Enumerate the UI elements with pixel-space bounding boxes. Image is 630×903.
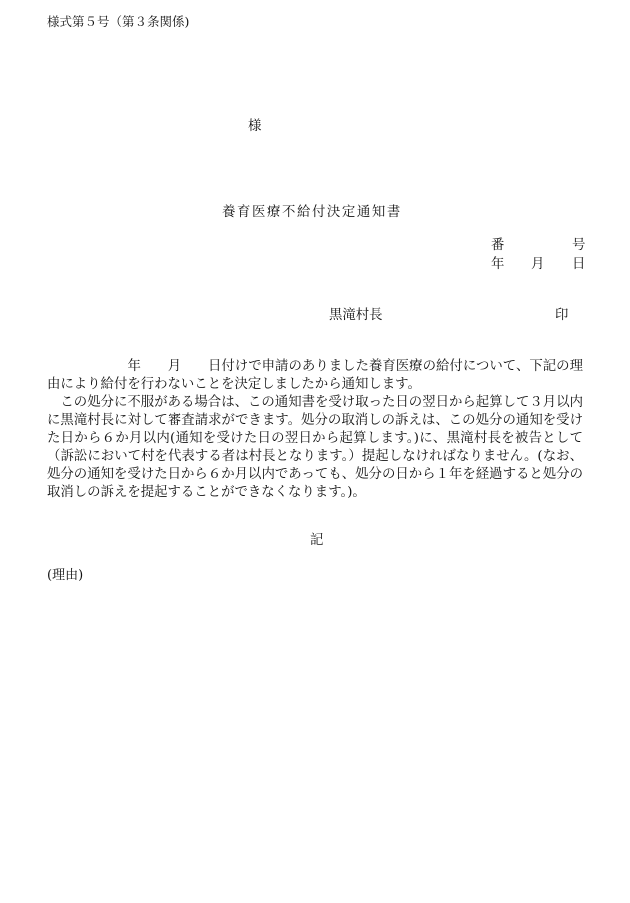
issuer-name: 黒滝村長 — [329, 308, 383, 323]
body-line: 取消しの訴えを提起することができなくなります。)。 — [47, 485, 366, 500]
date-day-label: 日 — [572, 257, 586, 272]
body-line: 処分の通知を受けた日から６か月以内であっても、処分の日から１年を経過すると処分の — [47, 467, 583, 482]
body-line: （訴訟において村を代表する者は村長となります。）提起しなければなりません。(なお、 — [47, 449, 583, 464]
body-line: に黒滝村長に対して審査請求ができます。処分の取消しの訴えは、この処分の通知を受け — [47, 413, 583, 428]
addressee-suffix: 様 — [248, 119, 262, 134]
number-label-ban: 番 — [491, 238, 505, 253]
date-year-label: 年 — [491, 257, 505, 272]
body-line: 年 月 日付けで申請のありました養育医療の給付について、下記の理 — [47, 359, 583, 374]
body-line: た日から６か月以内(通知を受けた日の翌日から起算します。)に、黒滝村長を被告として — [47, 431, 583, 446]
reason-label: (理由) — [47, 568, 84, 583]
body-line: この処分に不服がある場合は、この通知書を受け取った日の翌日から起算して３月以内 — [47, 395, 583, 410]
body-line: 由により給付を行わないことを決定しましたから通知します。 — [47, 377, 421, 392]
date-month-label: 月 — [531, 257, 545, 272]
number-label-go: 号 — [572, 238, 586, 253]
form-number: 様式第５号（第３条関係) — [47, 14, 190, 29]
notice-body — [47, 358, 583, 502]
issuer-seal-mark: 印 — [555, 308, 569, 323]
ki-heading: 記 — [310, 533, 324, 548]
document-title: 養育医療不給付決定通知書 — [222, 205, 402, 220]
